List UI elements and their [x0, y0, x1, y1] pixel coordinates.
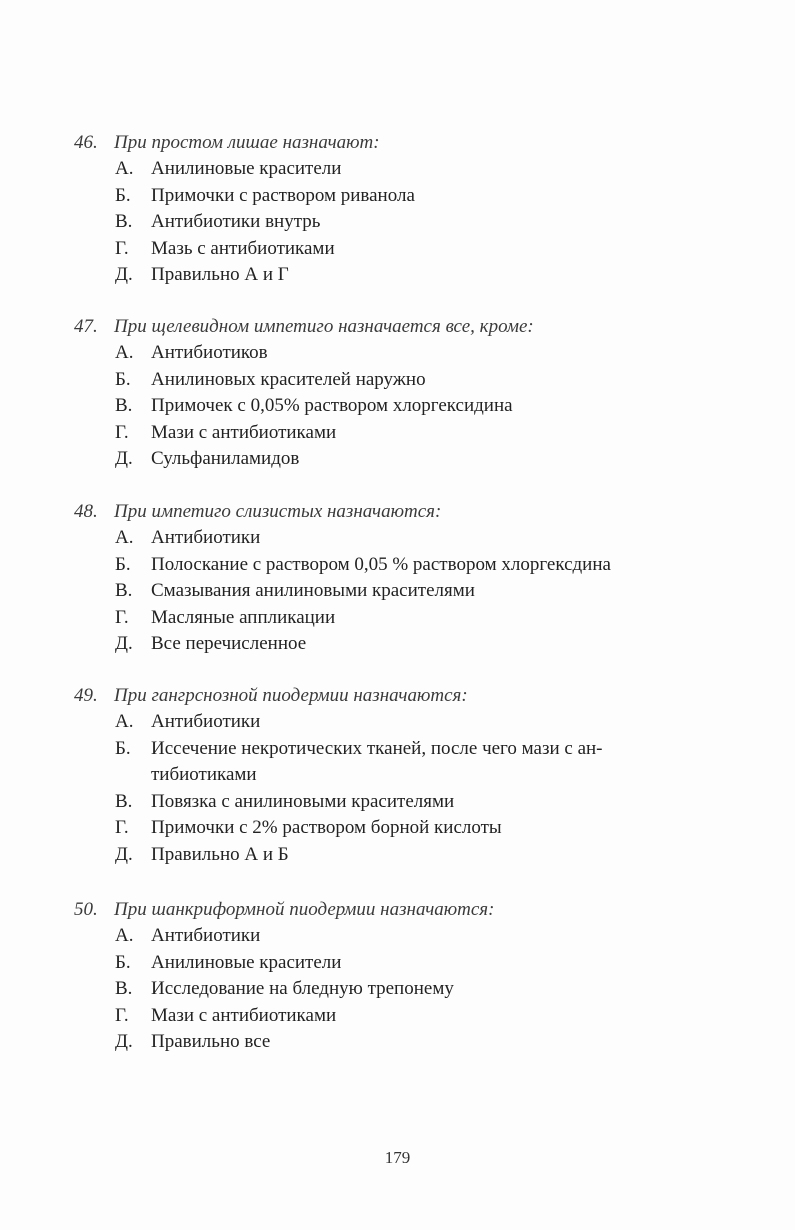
page-number: 179 — [384, 1148, 411, 1167]
option-text: Антибиотики — [151, 925, 261, 946]
answer-option — [74, 209, 734, 236]
question-text: При импетиго слизистых назначаются: — [114, 501, 442, 522]
option-letter: Г. — [115, 817, 129, 838]
question-title — [74, 499, 734, 525]
question-title — [74, 683, 734, 709]
answer-option — [74, 393, 734, 420]
question-47 — [74, 314, 734, 473]
question-number: 48. — [74, 501, 98, 522]
answer-option — [74, 340, 734, 367]
option-letter: Г. — [115, 421, 129, 443]
answer-option — [74, 631, 734, 658]
option-letter: В. — [115, 790, 133, 812]
question-text: При гангрснозной пиодермии назначаются: — [114, 685, 468, 706]
option-letter: Д. — [115, 264, 133, 285]
answer-option — [74, 1029, 734, 1056]
answer-option — [74, 923, 734, 950]
answer-option — [74, 709, 734, 736]
option-letter: Д. — [115, 448, 133, 469]
option-text: Анилиновые красители — [151, 951, 342, 973]
answer-option — [74, 605, 734, 632]
option-text: Анилиновые красители — [151, 158, 342, 179]
option-text: Анилиновых красителей наружно — [151, 368, 426, 390]
option-letter: В. — [115, 211, 133, 232]
option-letter: Б. — [115, 951, 131, 973]
option-text: Сульфаниламидов — [151, 448, 300, 469]
option-text: Антибиотики — [151, 527, 261, 548]
answer-option — [74, 262, 734, 289]
answer-option — [74, 446, 734, 473]
answer-option — [74, 976, 734, 1003]
option-letter: А. — [115, 158, 134, 179]
option-text: Мазь с антибиотиками — [151, 237, 335, 259]
question-number: 47. — [74, 316, 98, 337]
question-number: 46. — [74, 132, 98, 153]
option-letter: В. — [115, 580, 133, 601]
answer-option — [74, 236, 734, 263]
question-number: 49. — [74, 685, 98, 706]
option-text: Примочки с раствором риванола — [151, 184, 415, 206]
option-letter: Б. — [115, 184, 131, 206]
option-letter: Г. — [115, 606, 129, 628]
answer-options — [74, 525, 734, 658]
option-letter: А. — [115, 342, 134, 363]
answer-option — [74, 367, 734, 394]
option-letter: А. — [115, 527, 134, 548]
answer-option — [74, 420, 734, 447]
option-text: Смазывания анилиновыми красителями — [151, 580, 475, 601]
answer-options — [74, 923, 734, 1056]
question-title — [74, 314, 734, 340]
option-text: Правильно А и Г — [151, 264, 289, 285]
answer-option — [74, 815, 734, 842]
answer-option — [74, 736, 734, 789]
option-letter: Б. — [115, 737, 131, 759]
answer-option — [74, 525, 734, 552]
answer-options — [74, 156, 734, 289]
answer-option — [74, 950, 734, 977]
option-text: Примочек с 0,05% раствором хлоргексидина — [151, 395, 513, 416]
option-letter: Д. — [115, 843, 133, 865]
question-title — [74, 897, 734, 923]
option-text: Повязка с анилиновыми красителями — [151, 790, 455, 812]
option-text: Правильно все — [151, 1031, 271, 1052]
option-text: Все перечисленное — [151, 633, 307, 654]
answer-option — [74, 1003, 734, 1030]
option-letter: Д. — [115, 1031, 133, 1052]
option-letter: Д. — [115, 633, 133, 654]
answer-options — [74, 709, 734, 868]
question-50 — [74, 897, 734, 1056]
question-number: 50. — [74, 899, 98, 920]
answer-option — [74, 842, 734, 869]
question-text: При шанкриформной пиодермии назначаются: — [114, 899, 495, 920]
option-text: Масляные аппликации — [151, 606, 336, 628]
option-letter: Б. — [115, 368, 131, 390]
option-letter: Г. — [115, 237, 129, 259]
question-title — [74, 130, 734, 156]
option-text: Примочки с 2% раствором борной кислоты — [151, 817, 502, 838]
option-letter: В. — [115, 395, 133, 416]
option-letter: Б. — [115, 553, 131, 575]
option-text: Антибиотики — [151, 711, 261, 732]
question-text: При простом лишае назначают: — [114, 132, 380, 153]
option-text: Правильно А и Б — [151, 843, 289, 865]
option-text: Мази с антибиотиками — [151, 1004, 337, 1026]
answer-option — [74, 552, 734, 579]
option-text: Иссечение некротических тканей, после чего мази с ан-тибиотиками — [151, 737, 603, 785]
option-letter: А. — [115, 711, 134, 732]
option-text: Исследование на бледную трепонему — [151, 978, 454, 999]
answer-option — [74, 578, 734, 605]
option-letter: В. — [115, 978, 133, 999]
question-46 — [74, 130, 734, 289]
option-letter: Г. — [115, 1004, 129, 1026]
question-48 — [74, 499, 734, 658]
answer-option — [74, 789, 734, 816]
option-text: Полоскание с раствором 0,05 % раствором хлоргексдина — [151, 553, 611, 575]
question-text: При щелевидном импетиго назначается все, кроме: — [114, 316, 534, 337]
question-49 — [74, 683, 734, 868]
answer-options — [74, 340, 734, 473]
option-text: Антибиотиков — [151, 342, 268, 363]
answer-option — [74, 156, 734, 183]
option-text: Мази с антибиотиками — [151, 421, 337, 443]
option-text: Антибиотики внутрь — [151, 211, 321, 232]
option-letter: А. — [115, 925, 134, 946]
answer-option — [74, 183, 734, 210]
